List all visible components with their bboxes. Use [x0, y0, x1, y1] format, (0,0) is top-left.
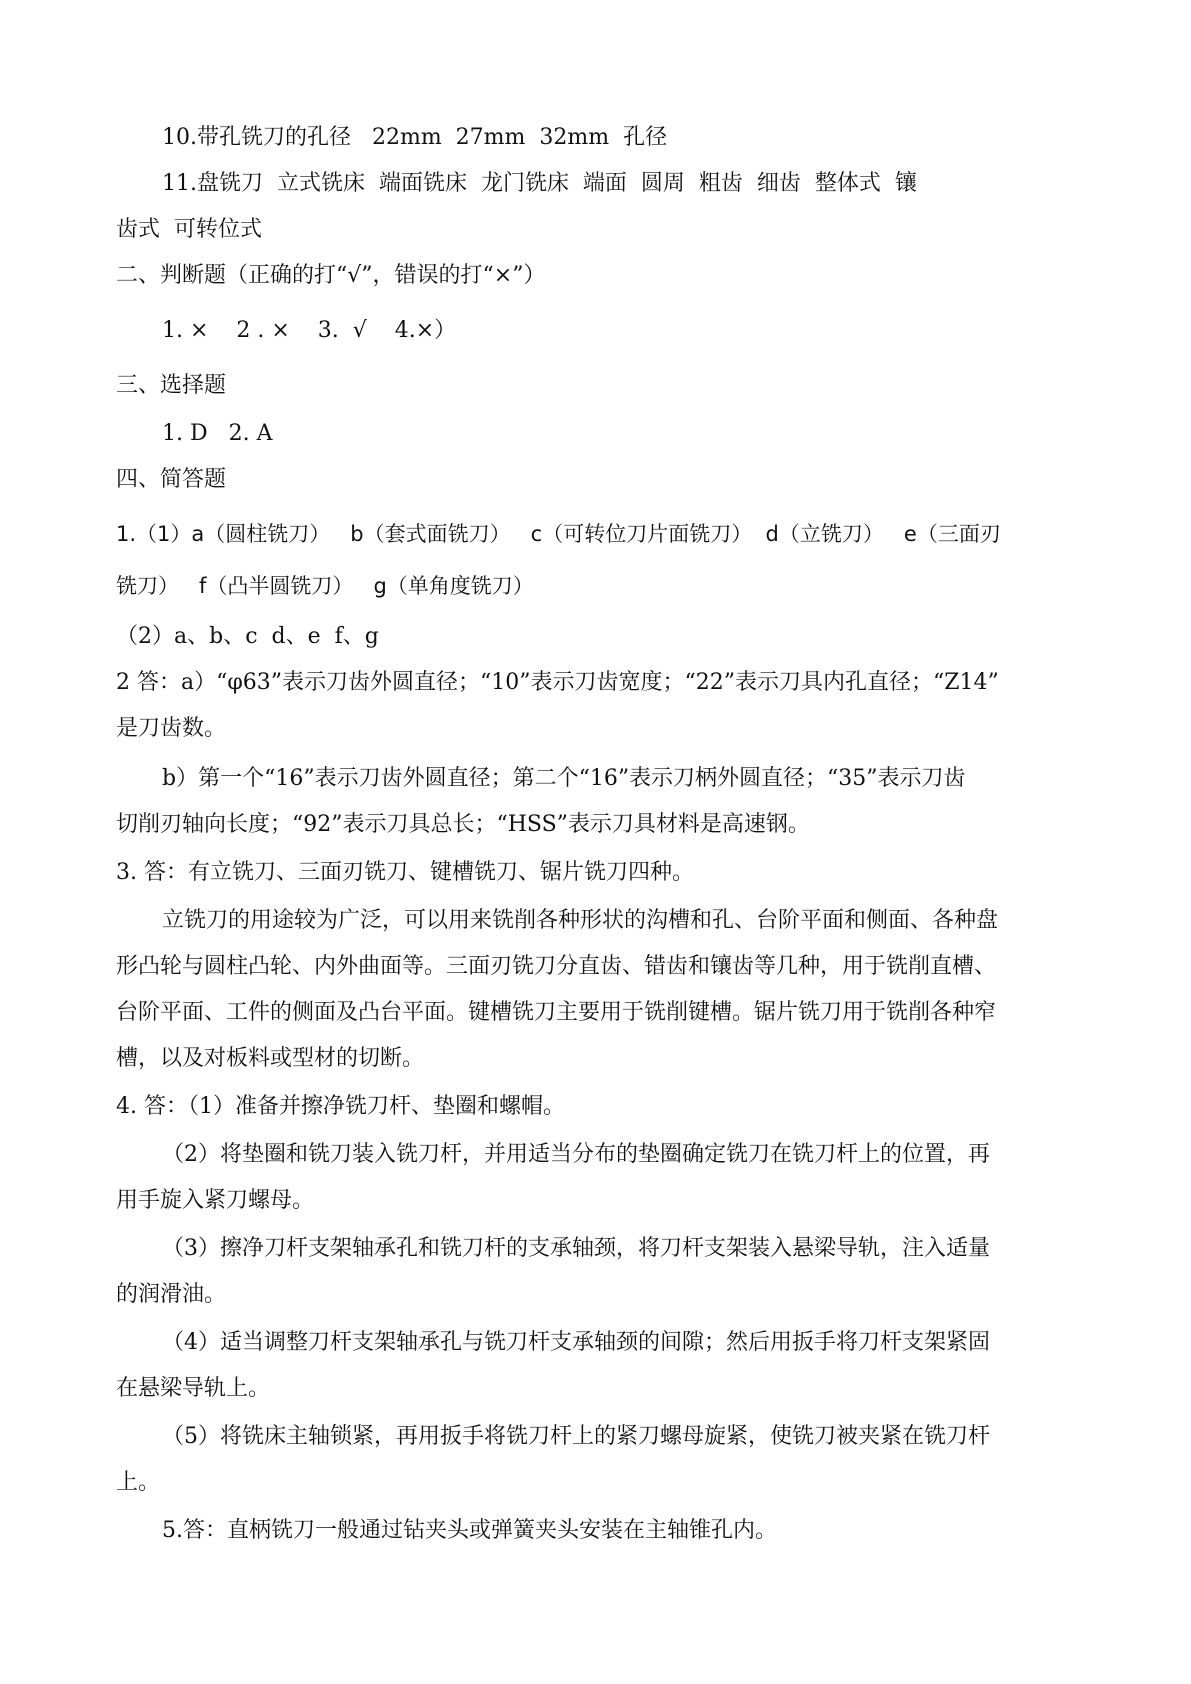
short-answer-4-step2-cont: 用手旋入紧刀螺母。 [116, 1188, 315, 1213]
short-answer-3-para-3: 台阶平面、工件的侧面及凸台平面。键槽铣刀主要用于铣削键槽。锯片铣刀用于铣削各种窄 [116, 1000, 997, 1025]
short-answer-2a-cont: 是刀齿数。 [116, 716, 227, 741]
short-answer-1-part1: 1.（1）a（圆柱铣刀） b（套式面铣刀） c（可转位刀片面铣刀） d（立铣刀） e（三面刃 [116, 522, 1001, 546]
short-answer-4-step2: （2）将垫圈和铣刀装入铣刀杆，并用适当分布的垫圈确定铣刀在铣刀杆上的位置，再 [162, 1142, 990, 1167]
short-answer-3-para-1: 立铣刀的用途较为广泛，可以用来铣削各种形状的沟槽和孔、台阶平面和侧面、各种盘 [162, 908, 999, 933]
short-answer-4-step3: （3）擦净刀杆支架轴承孔和铣刀杆的支承轴颈，将刀杆支架装入悬梁导轨，注入适量 [162, 1236, 990, 1261]
answer-line-11: 11.盘铣刀 立式铣床 端面铣床 龙门铣床 端面 圆周 粗齿 细齿 整体式 镶 [162, 171, 917, 196]
short-answer-3-para-4: 槽，以及对板料或型材的切断。 [116, 1046, 425, 1071]
answer-line-10: 10.带孔铣刀的孔径 22mm 27mm 32mm 孔径 [162, 125, 668, 150]
short-answer-4-step4: （4）适当调整刀杆支架轴承孔与铣刀杆支承轴颈的间隙；然后用扳手将刀杆支架紧固 [162, 1330, 990, 1355]
short-answer-4-step5-cont: 上。 [116, 1470, 161, 1495]
short-answer-2b: b）第一个“16”表示刀齿外圆直径；第二个“16”表示刀柄外圆直径；“35”表示刀齿 [162, 766, 966, 791]
short-answer-4-step3-cont: 的润滑油。 [116, 1282, 227, 1307]
short-answer-5: 5.答：直柄铣刀一般通过钻夹头或弹簧夹头安装在主轴锥孔内。 [162, 1518, 777, 1543]
true-false-answers: 1. × 2 . × 3. √ 4.×） [162, 318, 457, 343]
short-answer-4-step5: （5）将铣床主轴锁紧，再用扳手将铣刀杆上的紧刀螺母旋紧，使铣刀被夹紧在铣刀杆 [162, 1424, 990, 1449]
section-heading-short-answer: 四、简答题 [116, 467, 227, 492]
short-answer-4-step1: 4. 答：（1）准备并擦净铣刀杆、垫圈和螺帽。 [116, 1094, 565, 1119]
short-answer-2b-cont: 切削刃轴向长度；“92”表示刀具总长；“HSS”表示刀具材料是高速钢。 [116, 812, 810, 837]
short-answer-1-part2: （2）a、b、c d、e f、g [116, 624, 379, 649]
short-answer-4-step4-cont: 在悬梁导轨上。 [116, 1376, 271, 1401]
answer-line-11-cont: 齿式 可转位式 [116, 217, 262, 242]
section-heading-true-false: 二、判断题（正确的打“√”，错误的打“×”） [116, 263, 546, 288]
short-answer-3: 3. 答：有立铣刀、三面刃铣刀、键槽铣刀、锯片铣刀四种。 [116, 860, 694, 885]
short-answer-1-part1-cont: 铣刀） f（凸半圆铣刀） g（单角度铣刀） [116, 574, 534, 598]
short-answer-3-para-2: 形凸轮与圆柱凸轮、内外曲面等。三面刃铣刀分直齿、错齿和镶齿等几种，用于铣削直槽、 [116, 954, 997, 979]
choice-answers: 1. D 2. A [162, 421, 273, 446]
short-answer-2a: 2 答：a）“φ63”表示刀齿外圆直径；“10”表示刀齿宽度；“22”表示刀具内孔直径；“Z14” [116, 670, 999, 695]
section-heading-choice: 三、选择题 [116, 373, 227, 398]
